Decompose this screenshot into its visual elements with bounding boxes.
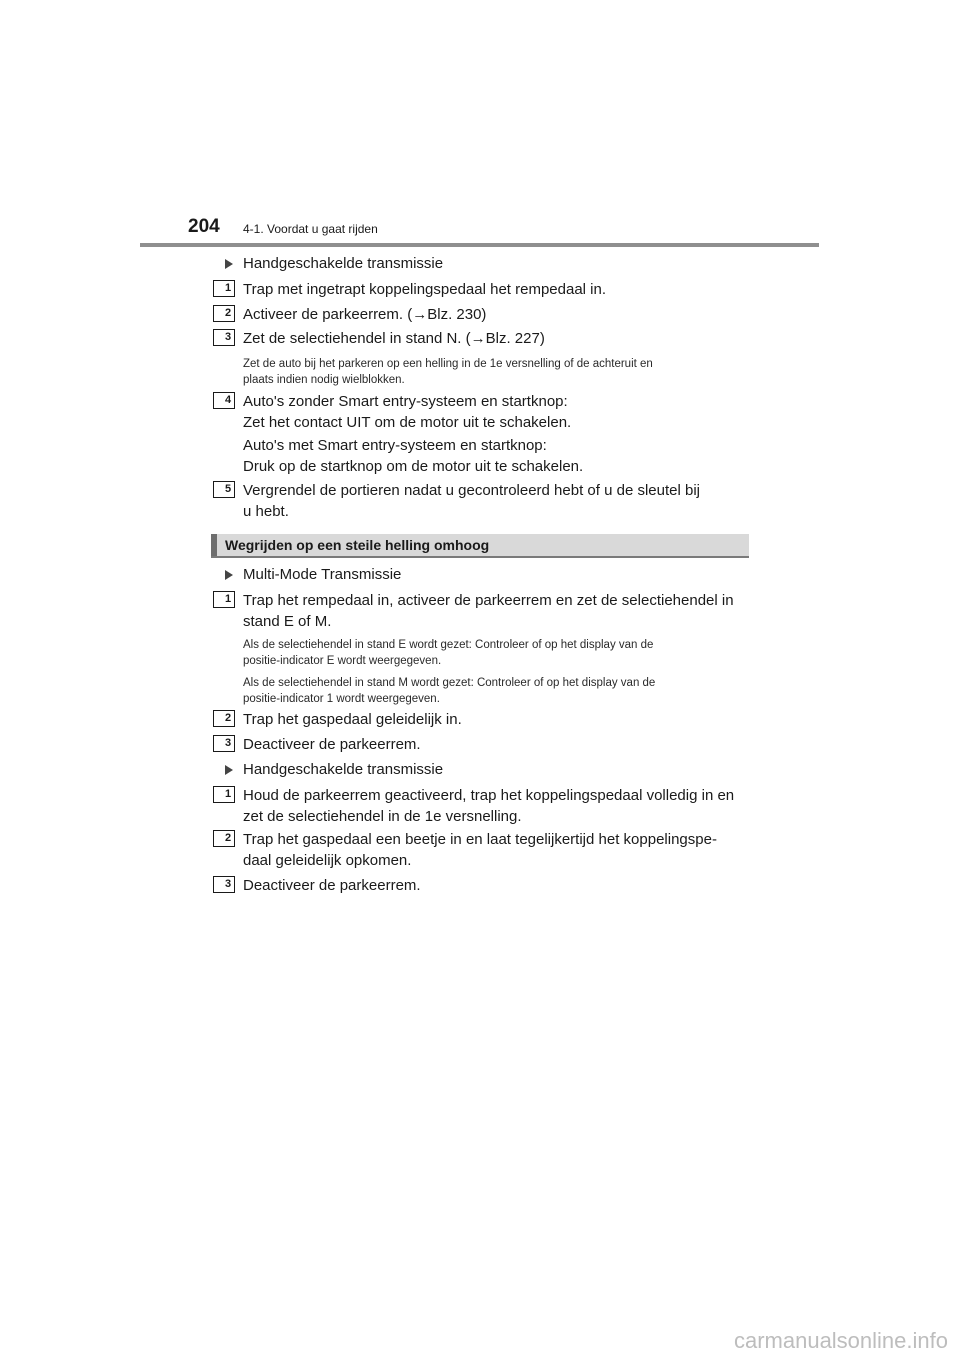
bullet-label: Multi-Mode Transmissie [243,566,402,583]
bullet-manual-transmission [243,253,443,275]
step-text: Druk op de startknop om de motor uit te schakelen. [243,458,584,475]
section-heading: Wegrijden op een steile helling omhoog [225,537,490,553]
step-text: Trap het gaspedaal een beetje in en laat tegelijkertijd het koppelingspe- [243,831,717,848]
step-text: Deactiveer de parkeerrem. [243,877,421,894]
step-text: daal geleidelijk opkomen. [243,852,412,869]
step-number-badge: 2 [213,710,235,727]
step-text: Trap het gaspedaal geleidelijk in. [243,711,462,728]
step-text: Auto's zonder Smart entry-systeem en startknop: [243,393,568,410]
header-divider [140,243,819,247]
step-text: Trap het rempedaal in, activeer de parkeerrem en zet de selectiehendel in [243,592,734,609]
watermark: carmanualsonline.info [733,1328,948,1353]
step-text: Zet de selectiehendel in stand N. (→Blz. 227) [243,330,545,347]
note-text: positie-indicator 1 wordt weergegeven. [243,693,440,705]
step-number-badge: 3 [213,329,235,346]
step-number-badge: 1 [213,280,235,297]
step-number-badge: 4 [213,392,235,409]
step-text: stand E of M. [243,613,332,630]
triangle-bullet-icon [225,259,233,269]
page-number: 204 [188,216,220,237]
bullet-label: Handgeschakelde transmissie [243,761,444,778]
bullet-label: Handgeschakelde transmissie [243,255,444,272]
step-text: u hebt. [243,503,289,520]
step-number-badge: 1 [213,786,235,803]
step-number-badge: 2 [213,305,235,322]
step-text: Trap met ingetrapt koppelingspedaal het rempedaal in. [243,281,607,298]
step-number-badge: 2 [213,830,235,847]
step-text: Houd de parkeerrem geactiveerd, trap het koppelingspedaal volledig in en [243,787,735,804]
note-text: Zet de auto bij het parkeren op een helling in de 1e versnelling of de achteruit en [243,358,653,370]
note-text: plaats indien nodig wielblokken. [243,374,405,386]
step-text: zet de selectiehendel in de 1e versnelling. [243,808,522,825]
triangle-bullet-icon [225,570,233,580]
step-text: Activeer de parkeerrem. (→Blz. 230) [243,306,487,323]
step-text: Deactiveer de parkeerrem. [243,736,421,753]
note-text: Als de selectiehendel in stand E wordt gezet: Controleer of op het display van de [243,639,654,651]
step-text: Zet het contact UIT om de motor uit te schakelen. [243,414,572,431]
bullet-manual-transmission-hill [243,759,443,781]
section-heading-bar [211,534,749,558]
triangle-bullet-icon [225,765,233,775]
section-title: 4-1. Voordat u gaat rijden [243,222,378,236]
step-number-badge: 3 [213,735,235,752]
note-text: Als de selectiehendel in stand M wordt gezet: Controleer of op het display van de [243,677,656,689]
note-text: positie-indicator E wordt weergegeven. [243,655,442,667]
heading-accent [211,534,217,556]
step-number-badge: 5 [213,481,235,498]
step-text: Auto's met Smart entry-systeem en startknop: [243,437,547,454]
step-number-badge: 1 [213,591,235,608]
bullet-multi-mode-transmission [243,564,401,586]
step-number-badge: 3 [213,876,235,893]
step-text: Vergrendel de portieren nadat u gecontroleerd hebt of u de sleutel bij [243,482,700,499]
